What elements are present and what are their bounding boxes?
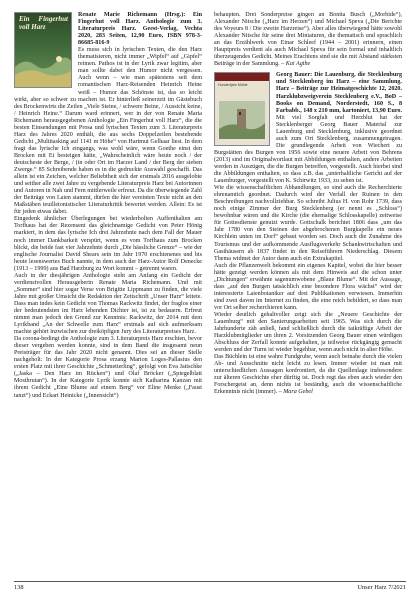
- review2-paragraph: Wie die wissenschaftlichen Abhandlungen, so sind auch die Recherchierte ehrenamtich geordnet. Dadurch wird der Verfall der Ruinen in den Beschreibungen nachvollziehbar. So schreibt Julius H. von Rohr 1739, dass noch einige Zimmer der Burg Stecklenberg (er nennt es „Schloss“) bewohnbar wären und die Kirche (die ehemalige Schlosskapelle) zeitweise für Gottesdienste genutzt wurde. Gottschalk berichtet 1806 dass „um das Jahr 1780 von den Steinen der abgebrochenen Burgkapelle ein neues Kirchlein unten im Dorf“ gebaut worden sei. Doch auch die Zunahme des Tourismus und der aufkommende Ausflugsverkehr Schankwirtschaften und Gasthäusern ab 1837 findet in den Reiseführern Niederschlag. Diesem Thema widmet der Autor dann auch ein Extrakapitel.: [214, 185, 402, 262]
- review2-paragraph: Wieder deutlich gehaltvoller zeigt sich die „Neuere Geschichte der Lauenburg“ mit den Sanierungsarbeiten seit 1965. Was sich durch die Jahrhunderte zäh anließ, fand schließlich durch die tatkräftige Arbeit der Harzklubmitglieder um ihren 2. Vorsitzenden Georg Bauer einen würdigen Abschluss der Zerfall konnte aufgehalten, ja teilweise rückgängig gemacht werden und der Turm ist wieder begehbar, wenn auch nicht in alter Höhe.: [214, 311, 402, 354]
- book-cover-lauenburg: [214, 72, 270, 146]
- review2-heading: Georg Bauer: Die Lauenburg, die Stecklenburg und Stecklenberg im Harz – eine Sammlung. Harz – Beiträge zur Heimatgeschichte 12, 2020. Harzklubzweigverein Stecklenberg e.V., BoD – Books on Demand, Norderstedt, 160 S., 8 Farbabb., 148 x 210 mm, kartoniert, 13,90 Euro.: [276, 72, 402, 114]
- review2-paragraph: [214, 354, 402, 396]
- review2-paragraph: Auch die Pflanzenwelt bekommt ein eigenes Kapitel, wobei die hier besser hätte gezeigt werden können als mit dem Hinweis auf die schon unter „Dichtungen“ erwähnte sagenumwobene „Blaue Blume“. Mit der Aussage, dass „auf den Burgen tatsächlich eine besondere Flora wächst“ wird der interessierte Laienbotaniker auf drei Publikationen verwiesen. Immerhin sind zwei davon im Internet zu finden, die eine reich bebildert, so dass man vor Ort selber recherchieren kann.: [214, 262, 402, 311]
- cover-title: Ein Fingerhut voll Harz: [19, 15, 68, 31]
- cover-landscape-illustration: [15, 53, 71, 87]
- review1-continuation: [214, 12, 402, 68]
- journal-issue: Unser Harz 7/2021: [357, 584, 406, 591]
- cover2-title: Hundertjahr Mühle: [218, 83, 248, 88]
- review2-paragraph: Mit viel Sorgfalt und Herzblut hat der Stecklenberger Georg Bauer Material zur Lauenburg und Stecklenburg, inklusive geordnet auch zum Ort Stecklenberg, zusammengetragen. Die grundlegende Arbeit von Wiechert zu Burgstätten des Burgen von 1956 sowie eine neuere Arbeit von Behrens (2013) sind im Originalwortlaut mit Abbildungen enthalten, andere Arbeiten werden in Auszügen, die die Burgen betreffen, vorgestellt. Auch hierbei sind die Abbildungen enthalten, so dass z.B. das „unterhaltliche Gericht auf der Lauenburger, vorgestellt von K. Schirwitz 1933, zu sehen ist.: [214, 114, 402, 185]
- review1-paragraph: Auch in der diesjährigen Anthologie steht am Anfang ein Gedicht der verdienstvollen Herausgeberin Renate Maria Richemann. Und mit „Sommer“ sind hier sogar Verse von Brigitte Lippmann zu finden, die viele Jahre mit großer Umsicht die Redaktion der Zeitschrift „Unser Harz“ leitete. Dass man indes kein Gedicht von Thomas Rackwitz findet, der fraglos einer der bedeutendsten im Harz lebenden Dichter ist, ist zu bedauern. Erfreut nimmt man jedoch den Grund zur Kenntnis: Rackwitz, der 2014 mit dem Lyrikband „An der Schwelle zum Harz“ erstmals auf sich aufmerksam machte gehört inzwischen zur dreiköpfigen Jury des Literaturpreises Harz.: [14, 272, 202, 336]
- book-cover-fingerhut: [14, 12, 72, 88]
- review1-paragraph: Eingedenk ähnlicher Überlegungen bei wiederholten Auffenthalten am Torfhaus hat der Rezensent das gleichnamige Gedicht von Peter Hönig markiert, in dem das lyrische Ich drei Jahrzehnte nach dem Fall der Mauer noch immer Dankbarkeit verspürt, wenn es vom Torfhaus zum Brocken blickt, die beide fast vier Jahrzehnte durch „Die hässliche Grenze“ – wie der englische Journalist David Shears sein im Jahr 1970 erschienenes und bis heute lesenswertes Buch nannte, in dem auch der Harz-Autor Rolf Denecke (1913 – 1999) aus Bad Harzburg zu Wort kommt – getrennt waren.: [14, 216, 202, 272]
- review2-author: Mara Gebel: [283, 389, 313, 396]
- page-number: 138: [14, 584, 24, 591]
- review1-paragraph: Da coronа-bedingt die Anthologie zum 3. Literaturpreis Harz erschien, bevor dieser vergeben werden konnte, sind in dem Band die insgesamt neun Preisträger für das Jahr 2020 nicht genannt. Dies sei an dieser Stelle nachgeholt: In der Kategorie Prosa erzang Marion Loges-Pallasius den ersten Platz mit ihrer Geschichte „Schmetterling“, gefolgt von Eva Jaitschke („Jaska – Den Harz im Rücken“) und Olaf Bröcker („Spiegelblatt Mosthrutan“). In der Kategorie Lyrik konnte sich Katharina Kanzan mit ihrem Gedicht „Eine Blume auf einem Berg“ vor Eline Menke („Faust tanzt“) und Eckart Heinicke („Innensicht“): [14, 336, 202, 399]
- review1-continuation-text: behaupten. Drei Sonderpreise gingen an Bonita Busch („Morbide“), Alexander Nitsche („Harz im Herzen“) und Michael Speva („Die Berichte des Voyeurs 8 / Die zweite Harzreise“). Aber alles überwiegend hätte sowohl Alexander Nitsche für seine drei Miniaturen, die thematisch und sprachlich an das Erzählwerk von Einar Schleef (1944 – 2001) erinnern, einen Hauptpreis verdient als auch Michael Speva für sein formal und inhaltlich überzeugendes Gedicht. Meines Erachtens sind sie die mit Abstand stärksten Beiträge in der Sammlung. –: [214, 12, 402, 68]
- review1-heading: Renate Marie Richemann (Hrsg.): Ein Fingerhut voll Harz. Anthologie zum 3. Literaturpreis Harz. Geest-Verlag, Vechta 2020, 283 Seiten, 12,90 Euro, ISBN 978-3-86685-816-9: [78, 12, 202, 47]
- right-column: [214, 12, 402, 397]
- page-footer: [14, 581, 406, 591]
- left-column: [14, 12, 202, 400]
- review1-paragraph: Es muss sich in lyrischen Texten, die den Harz thematisieren, nicht immer „Wipfel“ auf „Gipfel“ reimen. Pathos ist in der Lyrik zwar legitim, aber man sollte dabei den Humor nicht vergessen. Auch wenn – wie man spätestens seit dem romantischen Harz-Reisenden Heinrich Heine weiß – Humor das Schönste ist, das so leicht wirkt, aber so schwer zu machen ist. Er hinterließ seinerzeit im Gästebuch des Brockenwirts die Zeilen „Viele Steine, / schwere Beine, / Aussicht keine, / Heinrich Heine.“ Darum ward erinnert, wer in der von Renate Maria Richemann herausgegebenen Anthologie „Ein Fingerhut voll Harz“, die die besten Einsendungen mit Prosa und lyrischen Texten zum 3. Literaturpreis Harz des Jahres 2020 enthält, die aus sechs Doppelzeilen bestehende Gedicht „Multitasking auf 1141 m Höhe“ von Hartmut Gelhaar liest. In dem fragt das lyrische Ich eingangs, was wohl wäre, wenn Goethe einst den Brocken mit Ei besteigen hätte, „Wahrscheinlich wäre heute noch / der deutscheste der Berge, / (in oder Ort im Harzer Land / der Berg der sieben Zwerge.“ 85 Schreibende haben es in die gedruckte Auswahl geschafft. Das allein ist ein Zeichen, welcher Beliebtheit sich der erstmals 2016 ausgelobte und seither alle zwei Jahre zu vergebende Literaturpreis Harz bei Autorinnen und Autoren in Nah und Fern mittlerweile erfreut. Da die überwiegende Zahl der Beiträge von Laien stammt, dürfen die hier vereinten Texte nicht an den Maßstäben teuilletonistischer Literaturkritik bewertet werden. Allein: Es ist für jeden etwas dabei.: [14, 47, 202, 216]
- review1-author: Kai Agthe: [285, 61, 311, 68]
- cover-ruin-illustration: [219, 101, 265, 139]
- review2-paragraph-text: Das Büchlein ist eine wahre Fundgrube, wenn auch beinahe durch die vielen Ab- und Ausschnitte nicht leicht zu lesen. Immer wieder ist man mit unterschiedlichen Aussagen konfrontiert, da die Quellenlage insbesondere zur älteren Geschichte eher dürftig ist. Doch regt das eben auch wieder den Forschergeist an, denn nichts ist beständig, auch die wissenschaftliche Erkenntnis nicht (immer). –: [214, 354, 402, 396]
